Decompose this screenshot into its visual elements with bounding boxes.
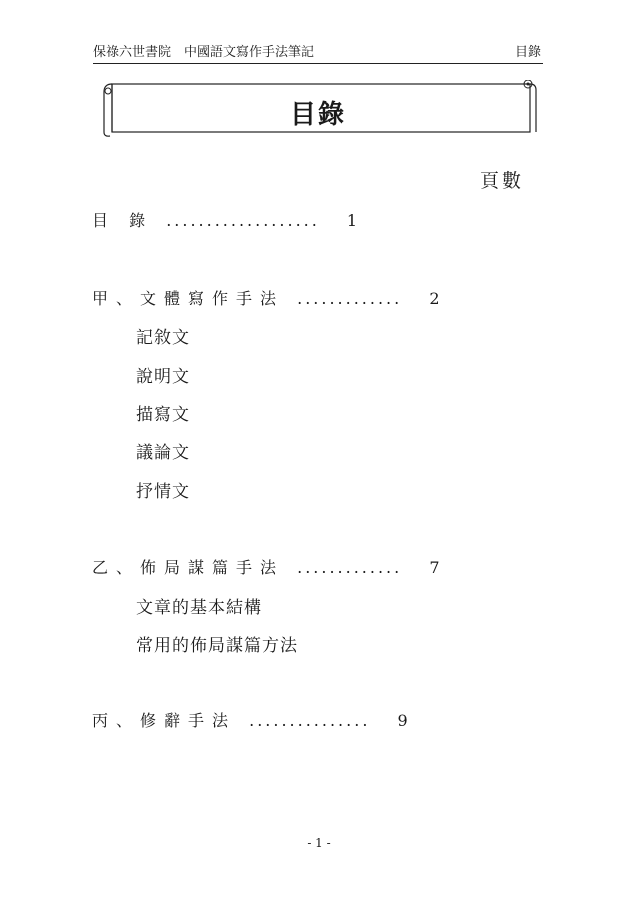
toc-page-number: 1 (346, 211, 358, 230)
header-section: 目錄 (514, 45, 541, 60)
toc-entry (92, 708, 408, 731)
toc-entry-title: 目 錄 (92, 211, 154, 230)
toc-subentry: 說明文 (136, 367, 190, 387)
toc-entry-title: 乙、佈局謀篇手法 (92, 558, 285, 577)
toc-leader-dots: ................... (166, 211, 320, 230)
page-number-footer: - 1 - (307, 836, 331, 850)
toc-page-number: 2 (429, 289, 440, 308)
toc-subentry: 描寫文 (136, 405, 190, 425)
title-banner (98, 80, 538, 138)
toc-subentry: 文章的基本結構 (136, 598, 262, 618)
toc-entry-title: 甲、文體寫作手法 (92, 289, 285, 308)
toc-subentry: 抒情文 (136, 482, 190, 502)
toc-entry (92, 208, 357, 231)
toc-entry-title: 丙、修辭手法 (92, 711, 237, 730)
toc-page-number: 7 (429, 558, 440, 577)
toc-subentry: 記敘文 (136, 328, 190, 348)
toc-subentry: 常用的佈局謀篇方法 (136, 636, 298, 656)
toc-leader-dots: ............. (297, 558, 403, 577)
toc-entry (92, 555, 440, 578)
toc-leader-dots: ............... (249, 711, 371, 730)
toc-subentry: 議論文 (136, 443, 190, 463)
pages-column-label: 頁數 (480, 170, 525, 192)
toc-entry (92, 286, 440, 309)
running-header (93, 44, 543, 64)
page-title: 目錄 (289, 100, 346, 130)
toc-leader-dots: ............. (297, 289, 403, 308)
toc-page-number: 9 (397, 711, 408, 730)
header-title: 保祿六世書院 中國語文寫作手法筆記 (93, 45, 315, 60)
